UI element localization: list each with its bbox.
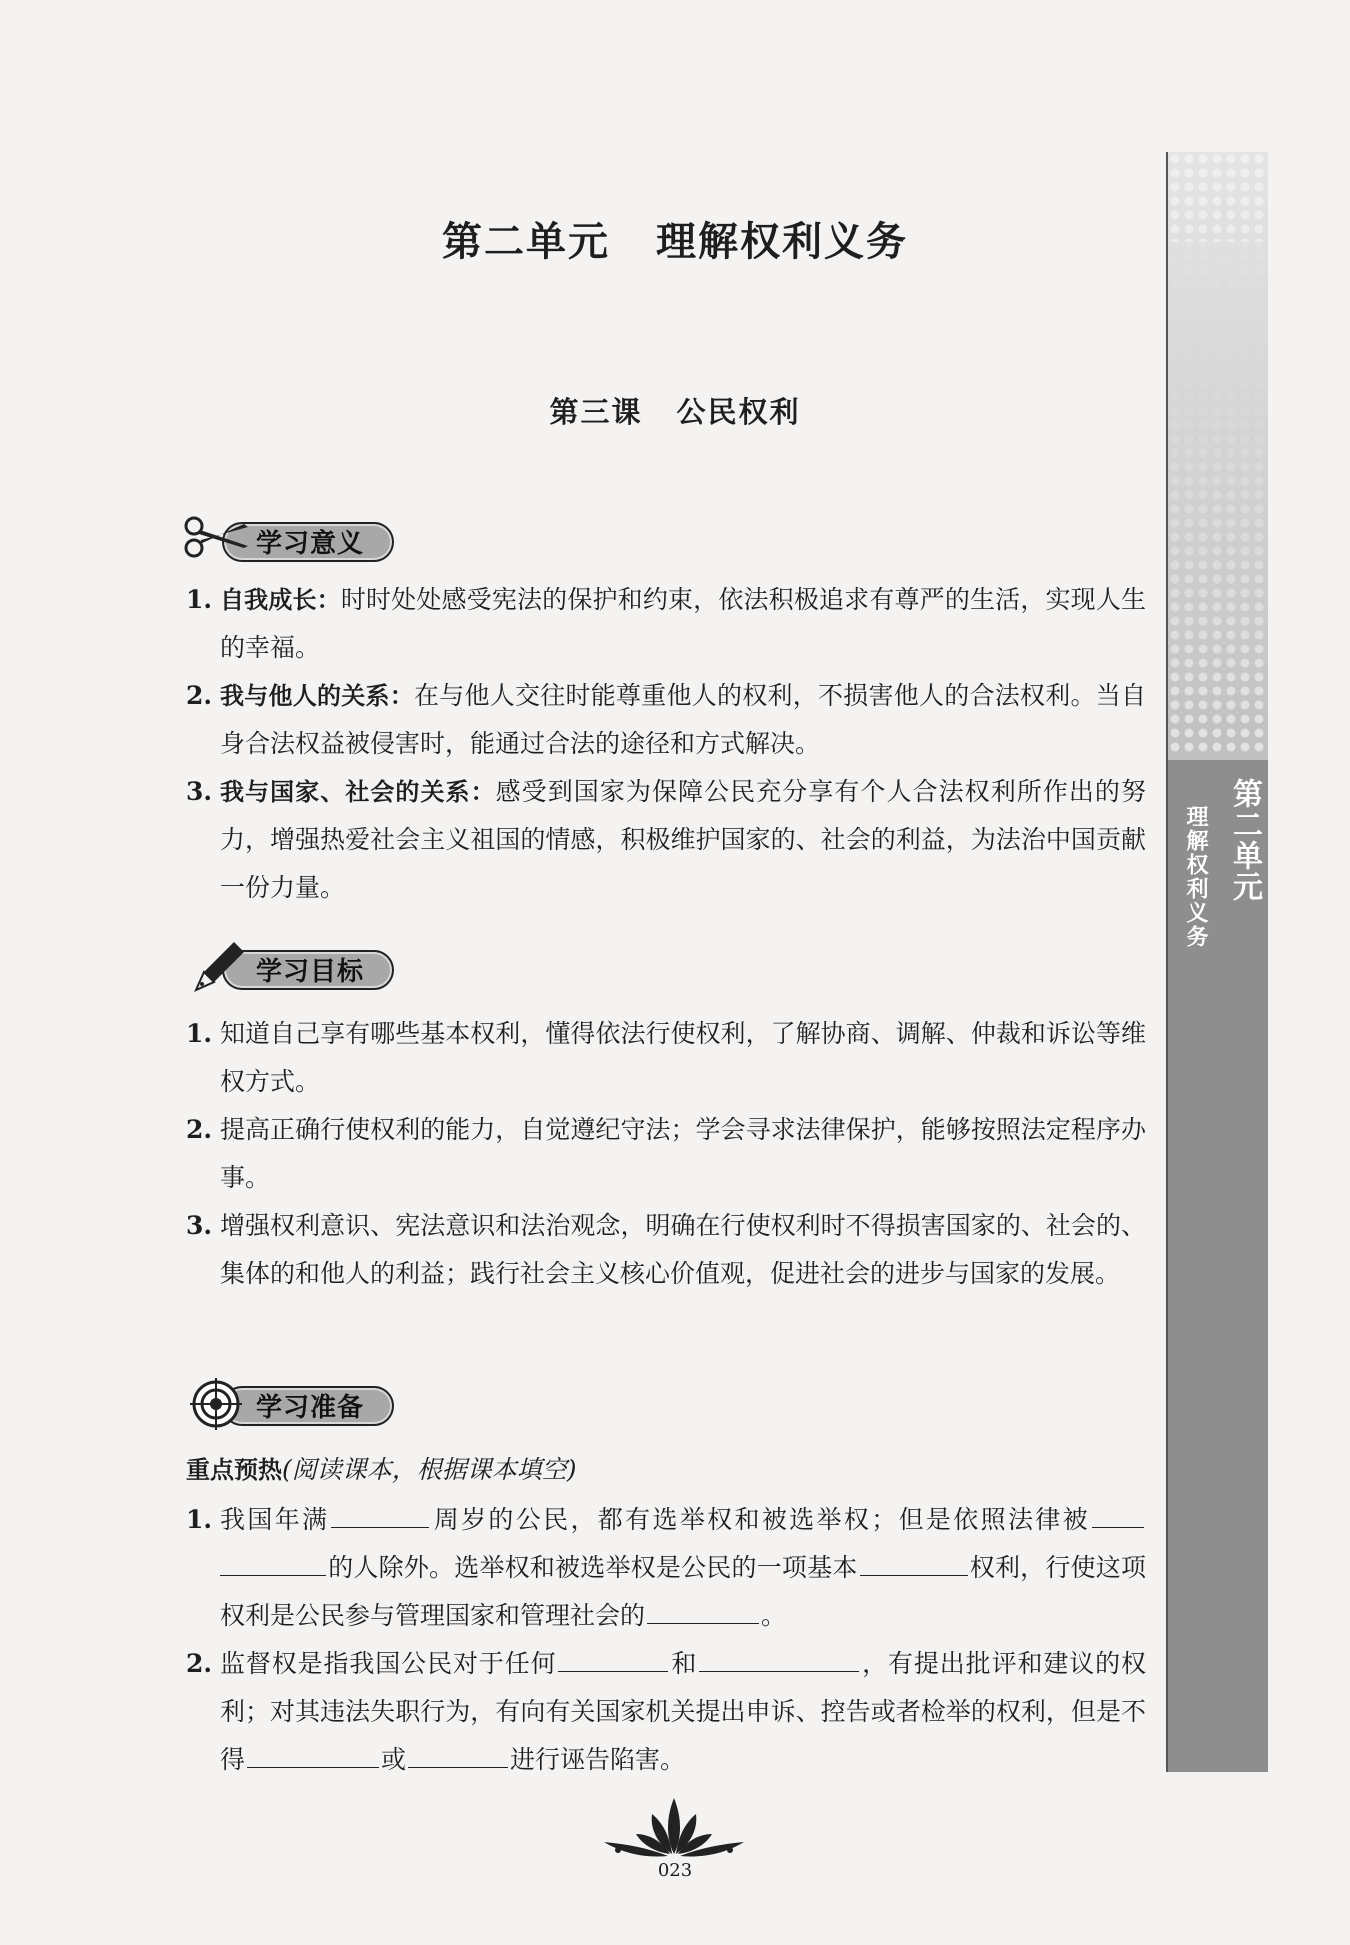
fill-in-question: 2. 监督权是指我国公民对于任何 和 ，有提出批评和建议的权利；对其违法失职行为，有向有关国家机关提出申诉、控告或者检举的权利，但是不得 或 进行诬告陷害。 <box>186 1640 1146 1784</box>
list-item: 2. 提高正确行使权利的能力，自觉遵纪守法；学会寻求法律保护，能够按照法定程序办事。 <box>186 1115 1146 1192</box>
unit-number: 第二单元 <box>442 218 610 265</box>
prep-heading-note: (阅读课本，根据课本填空) <box>282 1455 577 1484</box>
answer-blank[interactable] <box>331 1497 429 1528</box>
section-label: 学习意义 <box>256 529 365 559</box>
side-tab-name: 理解权利义务 <box>1183 805 1208 949</box>
section-badge-preparation <box>182 1376 394 1428</box>
fill-in-question: 1. 我国年满 周岁的公民，都有选举权和被选举权；但是依照法律被的人除外。选举权和被选举权是公民的一项基本 权利，行使这项权利是公民参与管理国家和管理社会的 。 <box>186 1496 1146 1640</box>
list-item: 1. 知道自己享有哪些基本权利，懂得依法行使权利，了解协商、调解、仲裁和诉讼等维权方式。 <box>186 1019 1146 1096</box>
answer-blank[interactable] <box>408 1737 508 1768</box>
answer-blank[interactable] <box>247 1737 379 1768</box>
unit-title <box>0 210 1350 267</box>
side-tab-unit: 第二单元 <box>1227 778 1262 902</box>
section-label: 学习准备 <box>256 1393 365 1423</box>
list-item: 3. 我与国家、社会的关系：感受到国家为保障公民充分享有个人合法权利所作出的努力，增强热爱社会主义祖国的情感，积极维护国家的、社会的利益，为法治中国贡献一份力量。 <box>186 777 1146 902</box>
answer-blank[interactable] <box>558 1641 668 1672</box>
target-icon <box>190 1376 246 1432</box>
answer-blank[interactable] <box>220 1545 326 1576</box>
lesson-name: 公民权利 <box>676 395 801 429</box>
list-item: 1. 自我成长：时时处处感受宪法的保护和约束，依法积极追求有尊严的生活，实现人生的幸福。 <box>186 585 1146 662</box>
answer-blank[interactable] <box>860 1545 968 1576</box>
prep-heading-title: 重点预热 <box>186 1456 282 1484</box>
unit-name: 理解权利义务 <box>656 218 908 265</box>
answer-blank[interactable] <box>699 1641 859 1672</box>
section-badge-goals <box>182 940 394 992</box>
list-item: 3. 增强权利意识、宪法意识和法治观念，明确在行使权利时不得损害国家的、社会的、集体的和他人的利益；践行社会主义核心价值观，促进社会的进步与国家的发展。 <box>186 1211 1146 1288</box>
list-item: 2. 我与他人的关系：在与他人交往时能尊重他人的权利，不损害他人的合法权利。当自身合法权益被侵害时，能通过合法的途径和方式解决。 <box>186 681 1146 758</box>
answer-blank[interactable] <box>1092 1497 1144 1528</box>
prep-heading <box>186 1450 577 1486</box>
pen-icon <box>190 936 250 994</box>
section-label: 学习目标 <box>256 957 365 987</box>
lesson-title <box>0 390 1350 431</box>
leaf-ornament-icon <box>596 1792 752 1862</box>
scissors-icon <box>182 512 258 564</box>
lesson-number: 第三课 <box>549 395 643 429</box>
page-number: 023 <box>657 1860 693 1881</box>
section-badge-significance <box>182 512 394 564</box>
answer-blank[interactable] <box>647 1593 759 1624</box>
